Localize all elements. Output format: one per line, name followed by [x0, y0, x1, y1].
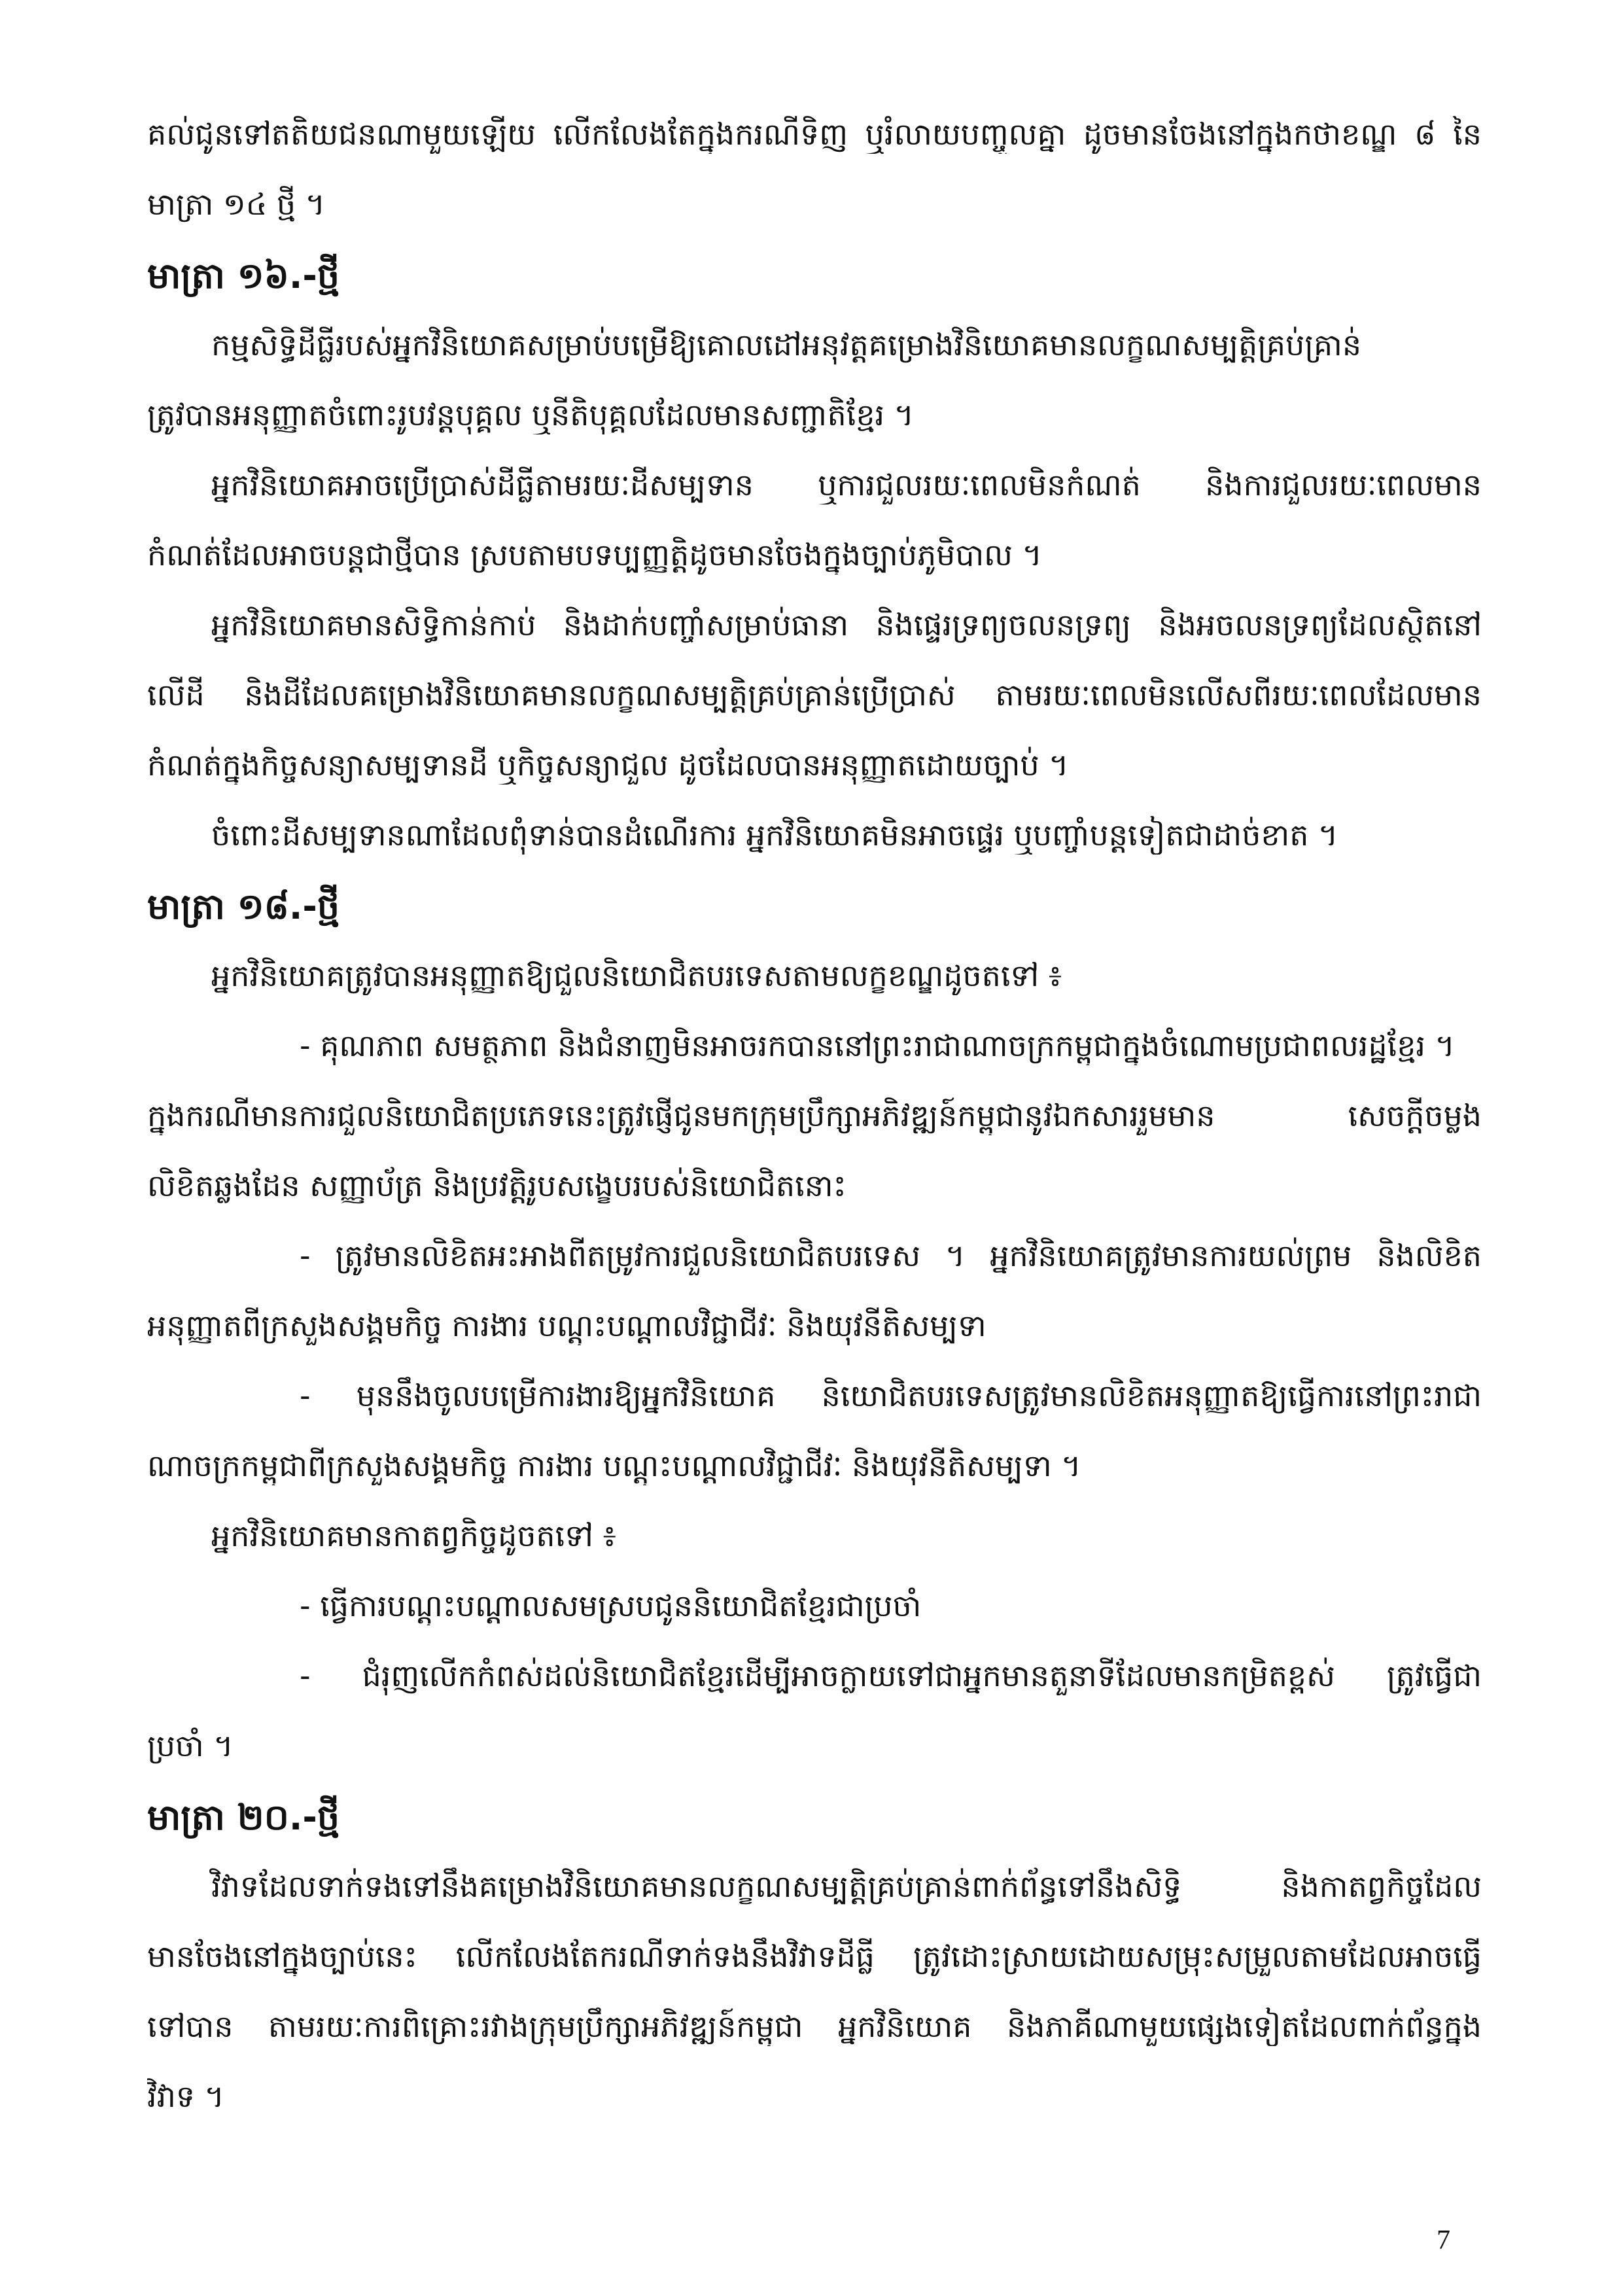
paragraph-line: ត្រូវបានអនុញ្ញាតចំពោះរូបវន្តបុគ្គល ឬនីតិបុគ្គលដែលមានសញ្ជាតិខ្មែរ ។ [147, 397, 915, 433]
paragraph-line: អ្នកវិនិយោគមានសិទ្ធិកាន់កាប់ និងដាក់បញ្ចាំសម្រាប់ធានា និងផ្ទេរទ្រព្យចលនទ្រព្យ និងអចលនទ្រព្យដែលស្ថិតនៅ [211, 607, 1482, 643]
paragraph-line: គល់ជូនទៅតតិយជនណាមួយឡើយ លើកលែងតែក្នុងករណីទិញ ឬរំលាយបញ្ចូលគ្នា ដូចមានចែងនៅក្នុងកថាខណ្ឌ ៨ នៃ [147, 116, 1482, 152]
paragraph-line: - មុននឹងចូលបម្រើការងារឱ្យអ្នកវិនិយោគ និយោជិតបរទេសត្រូវមានលិខិតអនុញ្ញាតឱ្យធ្វើការនៅព្រះរាជា [300, 1378, 1482, 1413]
paragraph-line: កម្មសិទ្ធិដីធ្លីរបស់អ្នកវិនិយោគសម្រាប់បម្រើឱ្យគោលដៅអនុវត្តគម្រោងវិនិយោគមានលក្ខណសម្បត្តិគ្រប់គ្រាន់ [211, 327, 1362, 362]
paragraph-line: កំណត់ក្នុងកិច្ចសន្យាសម្បទានដី ឬកិច្ចសន្យាជួល ដូចដែលបានអនុញ្ញាតដោយច្បាប់ ។ [147, 747, 1069, 783]
paragraph-line: ទៅបាន តាមរយៈការពិគ្រោះរវាងក្រុមប្រឹក្សាអភិវឌ្ឍន៍កម្ពុជា អ្នកវិនិយោគ និងភាគីណាមួយផ្សេងទៀតដែលពាក់ព័ន្ធក្នុង [147, 2009, 1482, 2044]
paragraph-line: កំណត់ដែលអាចបន្តជាថ្មីបាន ស្របតាមបទប្បញ្ញត្តិដូចមានចែងក្នុងច្បាប់ភូមិបាល ។ [147, 537, 1042, 573]
article-heading: មាត្រា ២០.-ថ្មី [147, 1797, 340, 1838]
paragraph-line: វិវាទដែលទាក់ទងទៅនឹងគម្រោងវិនិយោគមានលក្ខណសម្បត្តិគ្រប់គ្រាន់ពាក់ព័ន្ធទៅនឹងសិទ្ធិ និងកាតព្វកិច្ចដែល [211, 1869, 1482, 1904]
paragraph-line: អ្នកវិនិយោគត្រូវបានអនុញ្ញាតឱ្យជួលនិយោជិតបរទេសតាមលក្ខខណ្ឌដូចតទៅ ៖ [211, 958, 1062, 993]
paragraph-line: លិខិតឆ្លងដែន សញ្ញាប័ត្រ និងប្រវត្តិរូបសង្ខេបរបស់និយោជិតនោះ [147, 1168, 846, 1203]
paragraph-line: ប្រចាំ ។ [147, 1728, 234, 1763]
document-body [147, 115, 1482, 2147]
article-heading: មាត្រា ១៨.-ថ្មី [147, 886, 340, 927]
paragraph-line: - ជំរុញលើកកំពស់ដល់និយោជិតខ្មែរដើម្បីអាចក្លាយទៅជាអ្នកមានតួនាទីដែលមានកម្រិតខ្ពស់ ត្រូវធ្វើជា [300, 1658, 1482, 1693]
article-heading: មាត្រា ១៦.-ថ្មី [147, 255, 340, 296]
paragraph-line: ចំពោះដីសម្បទានណាដែលពុំទាន់បានដំណើរការ អ្នកវិនិយោគមិនអាចផ្ទេរ ឬបញ្ចាំបន្តទៀតជាដាច់ខាត ។ [211, 817, 1338, 853]
paragraph-line: - គុណភាព សមត្ថភាព និងជំនាញមិនអាចរកបាននៅព្រះរាជាណាចក្រកម្ពុជាក្នុងចំណោមប្រជាពលរដ្ឋខ្មែរ ។ [300, 1028, 1455, 1063]
paragraph-line: មានចែងនៅក្នុងច្បាប់នេះ លើកលែងតែករណីទាក់ទងនឹងវិវាទដីធ្លី ត្រូវដោះស្រាយដោយសម្រុះសម្រួលតាមដែលអាចធ្វើ [147, 1939, 1482, 1974]
paragraph-line: - ធ្វើការបណ្តុះបណ្តាលសមស្របជូននិយោជិតខ្មែរជាប្រចាំ [300, 1588, 922, 1623]
paragraph-line: - ត្រូវមានលិខិតអះអាងពីតម្រូវការជួលនិយោជិតបរទេស ។ អ្នកវិនិយោគត្រូវមានការយល់ព្រម និងលិខិត [300, 1238, 1482, 1273]
paragraph-line: អ្នកវិនិយោគអាចប្រើប្រាស់ដីធ្លីតាមរយៈដីសម្បទាន ឬការជួលរយៈពេលមិនកំណត់ និងការជួលរយៈពេលមាន [211, 467, 1482, 503]
paragraph-line: វិវាទ ។ [147, 2079, 224, 2114]
paragraph-line: ណាចក្រកម្ពុជាពីក្រសួងសង្គមកិច្ច ការងារ បណ្តុះបណ្តាលវិជ្ជាជីវៈ និងយុវនីតិសម្បទា ។ [147, 1448, 1081, 1483]
paragraph-line: ក្នុងករណីមានការជួលនិយោជិតប្រភេទនេះត្រូវផ្ញើជូនមកក្រុមប្រឹក្សាអភិវឌ្ឍន៍កម្ពុជានូវឯកសាររួមមាន សេចក្តីចម្លង [147, 1098, 1482, 1133]
paragraph-line: អនុញ្ញាតពីក្រសួងសង្គមកិច្ច ការងារ បណ្តុះបណ្តាលវិជ្ជាជីវៈ និងយុវនីតិសម្បទា [147, 1308, 986, 1343]
page-number: 7 [1437, 2225, 1450, 2255]
paragraph-line: មាត្រា ១៤ ថ្មី ។ [147, 186, 326, 222]
paragraph-line: អ្នកវិនិយោគមានកាតព្វកិច្ចដូចតទៅ ៖ [211, 1518, 616, 1553]
paragraph-line: លើដី និងដីដែលគម្រោងវិនិយោគមានលក្ខណសម្បត្តិគ្រប់គ្រាន់ប្រើប្រាស់ តាមរយៈពេលមិនលើសពីរយៈពេលដែលមាន [147, 677, 1482, 713]
